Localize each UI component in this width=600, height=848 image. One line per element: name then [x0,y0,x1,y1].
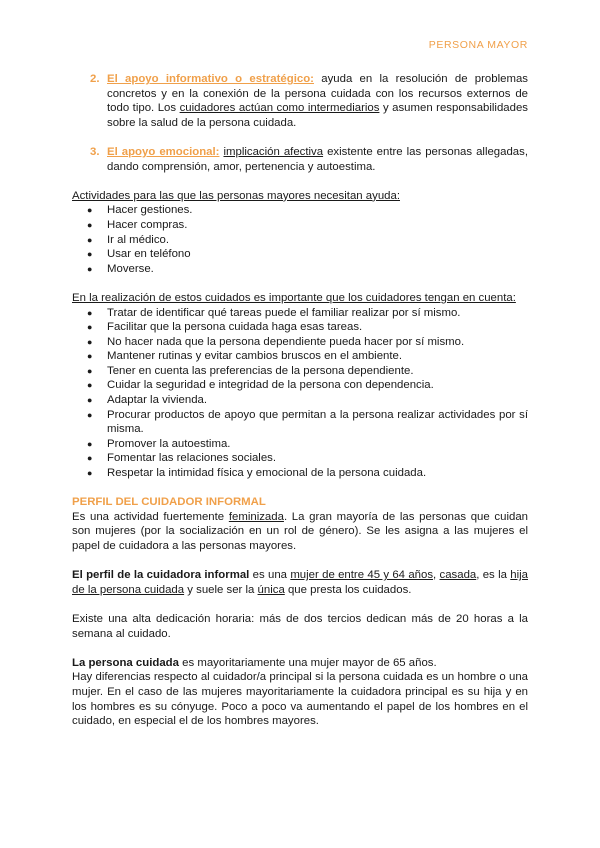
bold-term: El perfil de la cuidadora informal [72,569,250,582]
item-underlined: cuidadores actúan como intermediarios [179,102,380,115]
list-item: ● Tratar de identificar qué tareas puede el familiar realizar por sí mismo. [87,306,461,319]
list-item: ● No hacer nada que la persona dependiente pueda hacer por sí mismo. [87,335,465,348]
list-item: ● Procurar productos de apoyo que permitan a la persona realizar actividades por sí misma. [87,408,528,436]
item-text: ayuda en la resolución de problemas concretos y en la conexión de la persona cuidada con los recursos externos de todo tipo. Los [107,73,528,115]
bold-term: La persona cuidada [72,656,179,669]
list-item: ● Facilitar que la persona cuidada haga esas tareas. [87,321,363,334]
numbered-item-3 [72,145,528,174]
item-underlined: implicación afectiva [223,145,324,158]
list-item: ● Cuidar la seguridad e integridad de la persona con dependencia. [87,379,434,392]
list-item: ● Hacer gestiones. [87,204,193,217]
list-item: ● Mantener rutinas y evitar cambios bruscos en el ambiente. [87,350,403,363]
item-number: 2. [90,73,100,85]
paragraph-caregiver-profile: El perfil de la cuidadora informal es una mujer de entre 45 y 64 años, casada, es la hija de la persona cuidada y suele ser la única que presta los cuidados. [72,569,528,596]
bullet-icon: ● [87,219,93,230]
paragraph-feminized: Es una actividad fuertemente feminizada. La gran mayoría de las personas que cuidan son mujeres (por la socialización en un rol de género). Se les asigna a las mujeres el papel de cuidadora a las personas mayores. [72,510,528,552]
list-item: ● Promover la autoestima. [87,437,231,450]
bullet-icon: ● [87,336,93,347]
bullet-icon: ● [87,263,93,274]
bullet-icon: ● [87,438,93,449]
list-item: ● Fomentar las relaciones sociales. [87,452,277,465]
bullet-icon: ● [87,409,93,420]
paragraph-differences: Hay diferencias respecto al cuidador/a principal si la persona cuidada es un hombre o una mujer. En el caso de las mujeres mayoritariamente la cuidadora principal es su hija y en los hombres es su cónyuge. Poco a poco va aumentando el papel de los hombres en el cuidado, en especial el de los hombres mayores. [72,671,528,728]
bullet-icon: ● [87,351,93,362]
item-title: El apoyo emocional: [107,145,220,158]
paragraph-cared-person: La persona cuidada es mayoritariamente una mujer mayor de 65 años. [72,656,437,669]
item-number: 3. [90,145,100,158]
document-body [72,72,528,729]
bullet-icon: ● [87,205,93,216]
bullet-icon: ● [87,395,93,406]
activities-list [72,203,528,276]
list-item: ● Moverse. [87,262,154,275]
bullet-icon: ● [87,307,93,318]
list-item: ● Ir al médico. [87,233,170,246]
care-heading: En la realización de estos cuidados es importante que los cuidadores tengan en cuenta: [72,291,516,304]
page-header-title: PERSONA MAYOR [428,39,528,51]
bullet-icon: ● [87,234,93,245]
section-title: PERFIL DEL CUIDADOR INFORMAL [72,496,266,509]
list-item: ● Usar en teléfono [87,248,191,261]
bullet-icon: ● [87,380,93,391]
care-list [72,306,528,481]
list-item: ● Tener en cuenta las preferencias de la persona dependiente. [87,364,414,377]
underlined-term: feminizada [228,510,284,523]
bullet-icon: ● [87,453,93,464]
item-title: El apoyo informativo o estratégico: [107,73,314,85]
list-item: ● Adaptar la vivienda. [87,394,208,407]
list-item: ● Respetar la intimidad física y emocional de la persona cuidada. [87,467,427,480]
bullet-icon: ● [87,365,93,376]
item-text-end: existente entre las personas allegadas, dando comprensión, amor, pertenencia y autoestima. [107,145,529,173]
bullet-icon: ● [87,249,93,260]
bullet-icon: ● [87,468,93,479]
numbered-item-2 [72,72,528,130]
bullet-icon: ● [87,322,93,333]
item-text-end: y asumen responsabilidades sobre la salud de la persona cuidada. [107,102,528,129]
paragraph-dedication: Existe una alta dedicación horaria: más de dos tercios dedican más de 20 horas a la semana al cuidado. [72,612,528,640]
list-item: ● Hacer compras. [87,218,188,231]
activities-heading: Actividades para las que las personas mayores necesitan ayuda: [72,189,400,202]
